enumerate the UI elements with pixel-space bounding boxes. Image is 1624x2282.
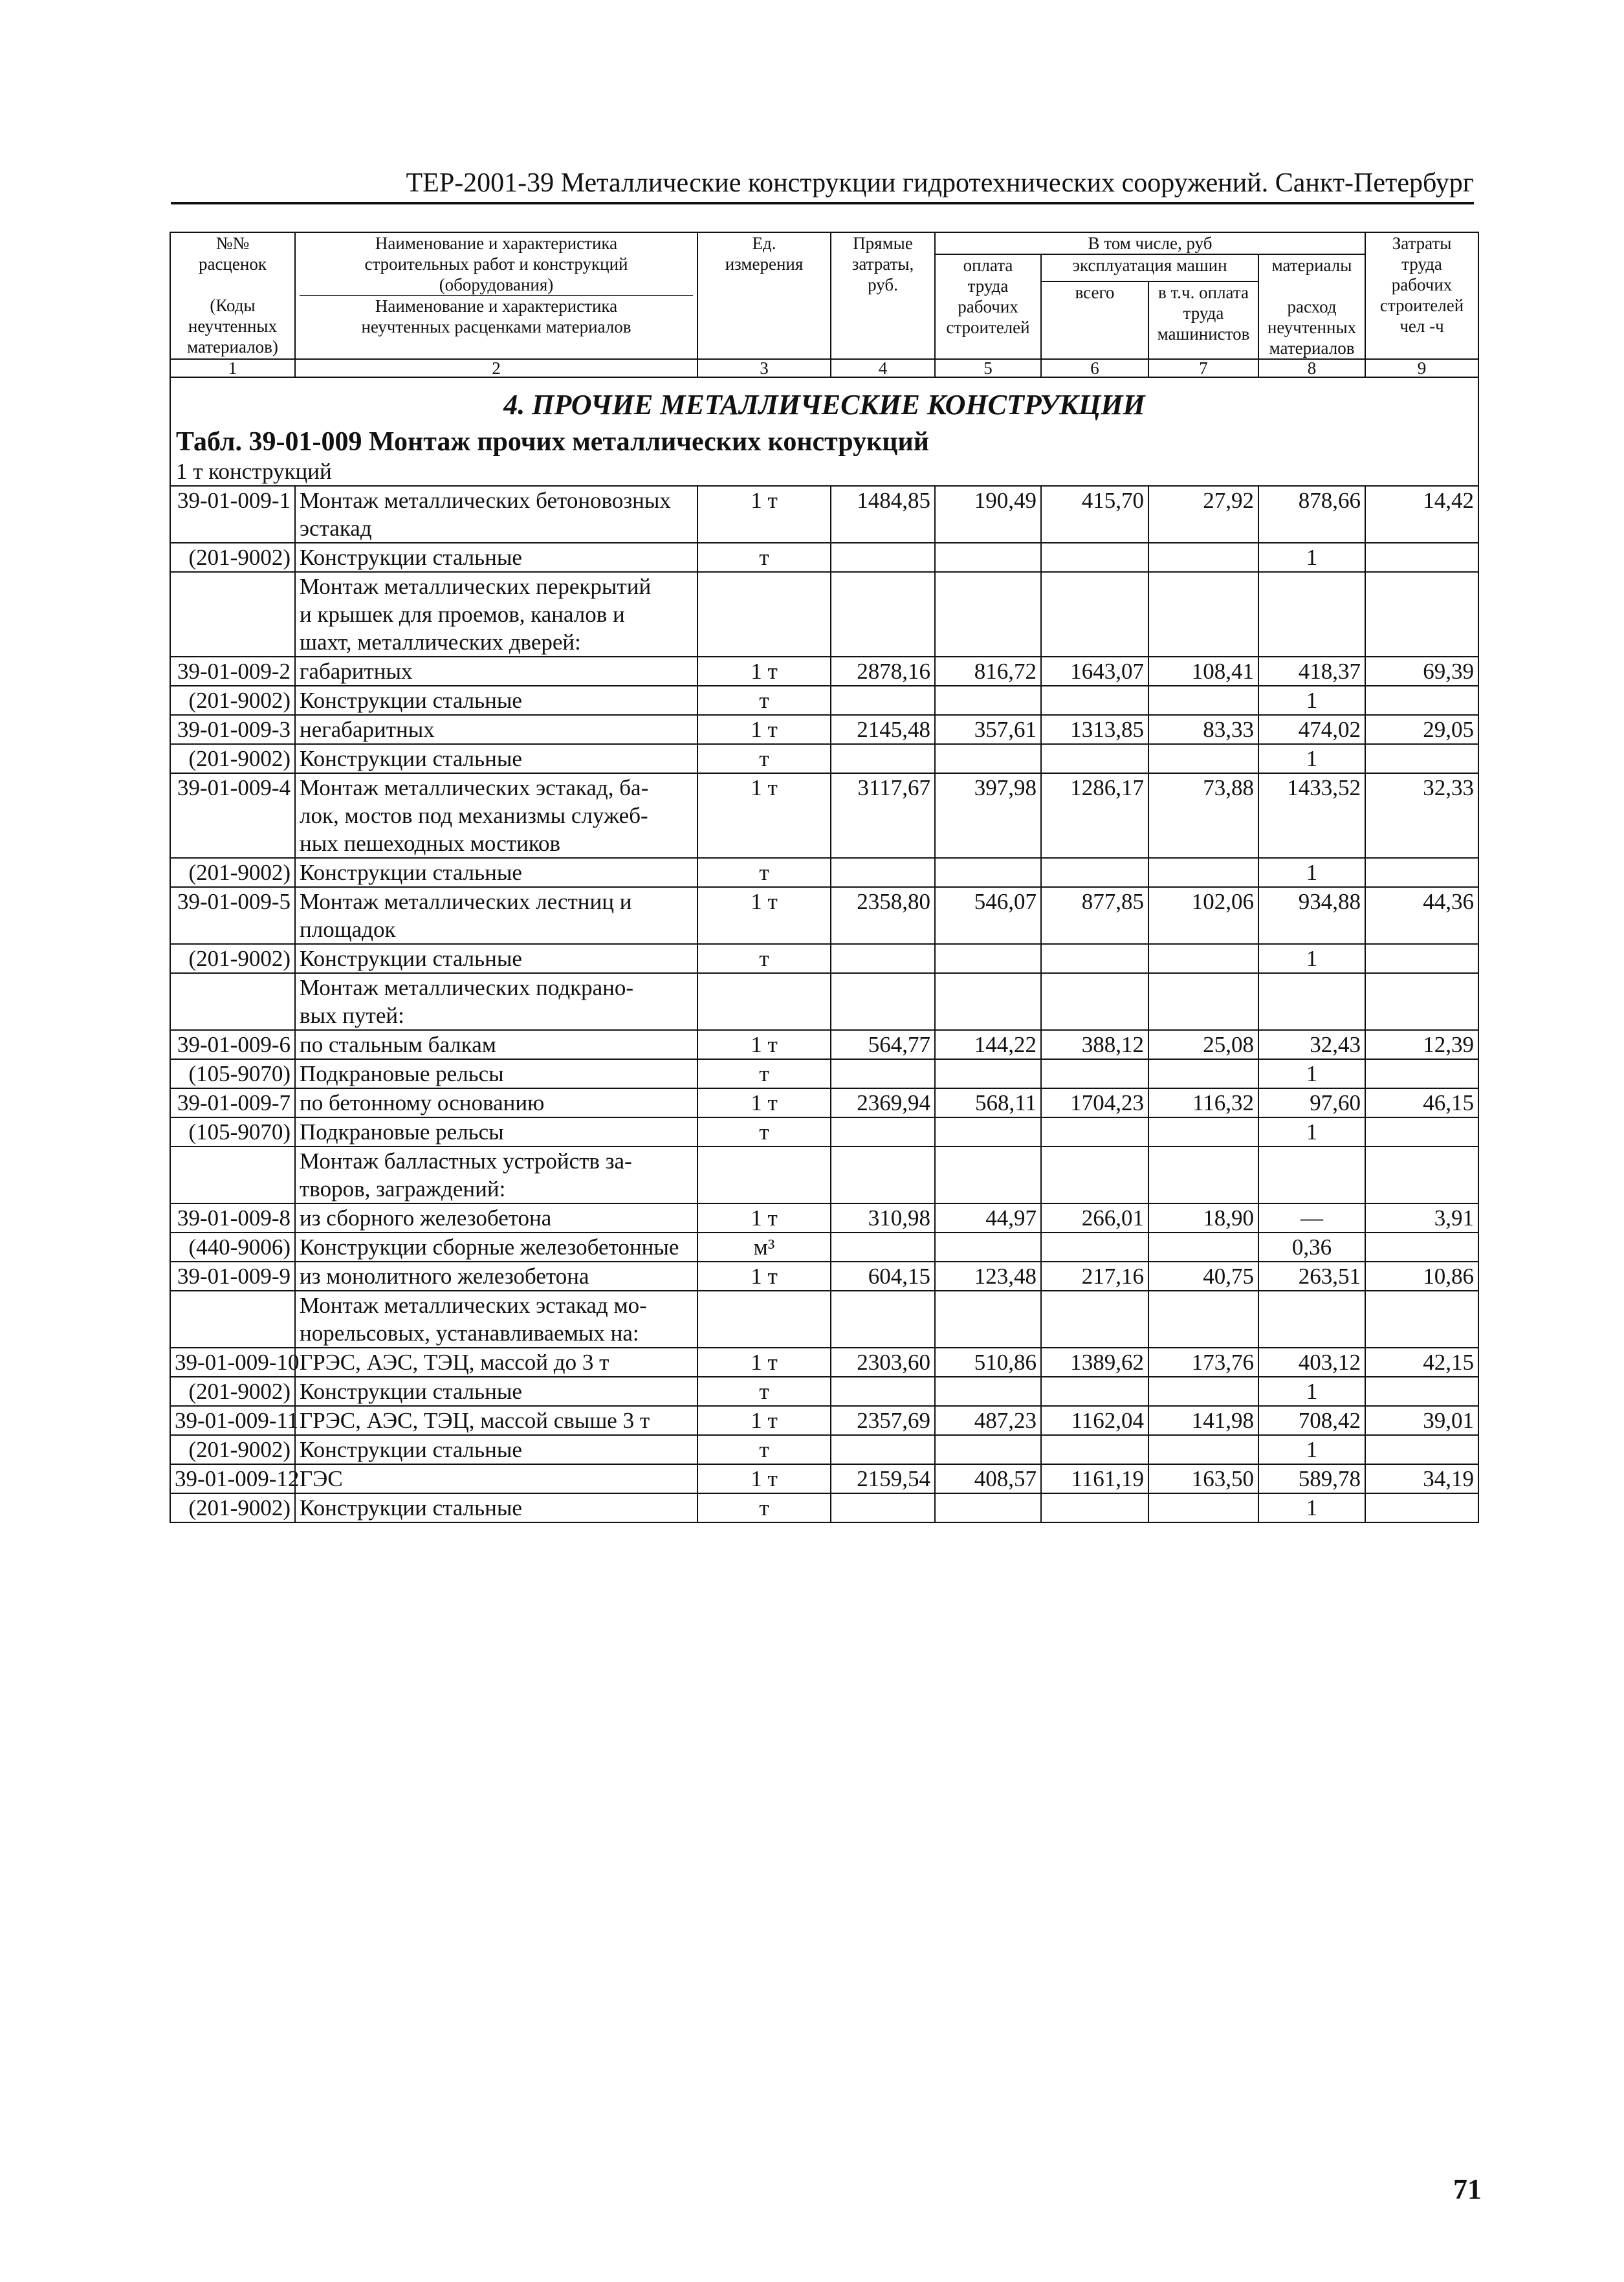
machines-total: 266,01 [1041, 1203, 1148, 1233]
material-row [170, 1435, 1478, 1464]
machines-total: 1704,23 [1041, 1088, 1148, 1117]
table-row [170, 773, 1478, 858]
machinists-pay: 18,90 [1148, 1203, 1258, 1233]
column-number: 9 [1365, 359, 1478, 377]
material-unit: т [697, 744, 831, 773]
machinists-pay: 25,08 [1148, 1030, 1258, 1059]
table-row [170, 887, 1478, 944]
labor-hours: 69,39 [1365, 657, 1478, 686]
material-name: Конструкции стальные [295, 744, 697, 773]
rate-code: 39-01-009-3 [170, 715, 295, 744]
unit-cell: 1 т [697, 887, 831, 944]
column-number: 2 [295, 359, 697, 377]
labor-hours: 44,36 [1365, 887, 1478, 944]
direct-cost: 2357,69 [831, 1406, 935, 1435]
header-unit: Ед. измерения [697, 232, 831, 359]
work-name: по стальным балкам [295, 1030, 697, 1059]
material-unit: т [697, 944, 831, 973]
table-title: Табл. 39-01-009 Монтаж прочих металлических конструкций [176, 427, 929, 457]
table-row [170, 715, 1478, 744]
material-qty: 1 [1258, 944, 1365, 973]
unit-cell: 1 т [697, 657, 831, 686]
material-qty: 1 [1258, 1493, 1365, 1522]
material-code: (201-9002) [170, 1435, 295, 1464]
header-code: №№ расценок (Коды неучтенных материалов) [170, 232, 295, 359]
direct-cost: 2145,48 [831, 715, 935, 744]
column-number: 1 [170, 359, 295, 377]
header-machinists-pay: в т.ч. оплата труда машинистов [1148, 281, 1258, 359]
material-qty: 1 [1258, 686, 1365, 715]
labor-hours: 14,42 [1365, 486, 1478, 543]
material-row [170, 1117, 1478, 1146]
header-labor-pay: оплата труда рабочих строителей [935, 254, 1041, 359]
rate-code: 39-01-009-11 [170, 1406, 295, 1435]
column-number: 6 [1041, 359, 1148, 377]
work-name: ГЭС [295, 1464, 697, 1493]
labor-pay: 190,49 [935, 486, 1041, 543]
section-heading-row [170, 377, 1478, 486]
machines-total: 1286,17 [1041, 773, 1148, 858]
machinists-pay: 108,41 [1148, 657, 1258, 686]
material-name: Подкрановые рельсы [295, 1059, 697, 1088]
table-row [170, 1203, 1478, 1233]
material-code: (105-9070) [170, 1059, 295, 1088]
table-row [170, 657, 1478, 686]
labor-hours: 3,91 [1365, 1203, 1478, 1233]
material-row [170, 744, 1478, 773]
material-unit: т [697, 858, 831, 887]
unit-cell: 1 т [697, 486, 831, 543]
machinists-pay: 27,92 [1148, 486, 1258, 543]
rate-code: 39-01-009-12 [170, 1464, 295, 1493]
unit-cell: 1 т [697, 1262, 831, 1291]
rate-code: 39-01-009-4 [170, 773, 295, 858]
table-row [170, 1262, 1478, 1291]
table-row [170, 1464, 1478, 1493]
header-machines-total: всего [1041, 281, 1148, 359]
material-name: Конструкции стальные [295, 1493, 697, 1522]
group-heading-row [170, 1291, 1478, 1348]
material-name: Конструкции стальные [295, 1435, 697, 1464]
rate-code: 39-01-009-8 [170, 1203, 295, 1233]
material-name: Конструкции стальные [295, 944, 697, 973]
labor-pay: 397,98 [935, 773, 1041, 858]
labor-pay: 144,22 [935, 1030, 1041, 1059]
direct-cost: 3117,67 [831, 773, 935, 858]
material-qty: 1 [1258, 1059, 1365, 1088]
unit-cell: 1 т [697, 1030, 831, 1059]
material-unit: т [697, 543, 831, 572]
labor-pay: 487,23 [935, 1406, 1041, 1435]
labor-pay: 44,97 [935, 1203, 1041, 1233]
machinists-pay: 73,88 [1148, 773, 1258, 858]
rate-code: 39-01-009-5 [170, 887, 295, 944]
machinists-pay: 116,32 [1148, 1088, 1258, 1117]
machines-total: 1389,62 [1041, 1348, 1148, 1377]
running-header: ТЕР-2001-39 Металлические конструкции гидротехнических сооружений. Санкт-Петербург [406, 168, 1474, 198]
machinists-pay: 173,76 [1148, 1348, 1258, 1377]
materials-cost: — [1258, 1203, 1365, 1233]
column-number: 3 [697, 359, 831, 377]
group-heading: Монтаж металлических эстакад мо- норельсовых, устанавливаемых на: [295, 1291, 697, 1348]
material-row [170, 1493, 1478, 1522]
material-unit: т [697, 1377, 831, 1406]
column-number: 8 [1258, 359, 1365, 377]
labor-hours: 34,19 [1365, 1464, 1478, 1493]
column-number: 7 [1148, 359, 1258, 377]
direct-cost: 2159,54 [831, 1464, 935, 1493]
materials-cost: 1433,52 [1258, 773, 1365, 858]
material-qty: 1 [1258, 1435, 1365, 1464]
material-row [170, 1059, 1478, 1088]
machines-total: 1313,85 [1041, 715, 1148, 744]
material-code: (201-9002) [170, 858, 295, 887]
unit-cell: 1 т [697, 1464, 831, 1493]
material-name: Конструкции стальные [295, 858, 697, 887]
group-heading: Монтаж металлических подкрано- вых путей: [295, 973, 697, 1030]
direct-cost: 2303,60 [831, 1348, 935, 1377]
material-code: (201-9002) [170, 1493, 295, 1522]
material-unit: т [697, 1435, 831, 1464]
work-name: Монтаж металлических бетоновозных эстакад [295, 486, 697, 543]
materials-cost: 263,51 [1258, 1262, 1365, 1291]
material-unit: т [697, 1059, 831, 1088]
group-heading-row [170, 973, 1478, 1030]
unit-note: 1 т конструкций [176, 459, 332, 484]
machinists-pay: 141,98 [1148, 1406, 1258, 1435]
direct-cost: 1484,85 [831, 486, 935, 543]
header-materials: материалы расход неучтенных материалов [1258, 254, 1365, 359]
header-labor-hours: Затраты труда рабочих строителей чел -ч [1365, 232, 1478, 359]
labor-pay: 510,86 [935, 1348, 1041, 1377]
labor-hours: 32,33 [1365, 773, 1478, 858]
rate-code: 39-01-009-1 [170, 486, 295, 543]
work-name: Монтаж металлических эстакад, ба- лок, мостов под механизмы служеб- ных пешеходных мостиков [295, 773, 697, 858]
group-heading: Монтаж балластных устройств за- творов, заграждений: [295, 1146, 697, 1203]
table-row [170, 1406, 1478, 1435]
labor-hours: 46,15 [1365, 1088, 1478, 1117]
header-name: Наименование и характеристика строительных работ и конструкций (оборудования) Наименование и характеристика неучтенных расценками материалов [295, 232, 697, 359]
machines-total: 1161,19 [1041, 1464, 1148, 1493]
unit-cell: 1 т [697, 715, 831, 744]
materials-cost: 97,60 [1258, 1088, 1365, 1117]
direct-cost: 604,15 [831, 1262, 935, 1291]
machines-total: 415,70 [1041, 486, 1148, 543]
materials-cost: 418,37 [1258, 657, 1365, 686]
material-row [170, 1377, 1478, 1406]
machines-total: 1162,04 [1041, 1406, 1148, 1435]
labor-hours: 42,15 [1365, 1348, 1478, 1377]
machines-total: 388,12 [1041, 1030, 1148, 1059]
materials-cost: 589,78 [1258, 1464, 1365, 1493]
machines-total: 877,85 [1041, 887, 1148, 944]
direct-cost: 2369,94 [831, 1088, 935, 1117]
materials-cost: 934,88 [1258, 887, 1365, 944]
material-unit: т [697, 1117, 831, 1146]
material-row [170, 858, 1478, 887]
work-name: габаритных [295, 657, 697, 686]
materials-cost: 878,66 [1258, 486, 1365, 543]
labor-hours: 10,86 [1365, 1262, 1478, 1291]
material-qty: 1 [1258, 1117, 1365, 1146]
table-row [170, 1348, 1478, 1377]
material-code: (105-9070) [170, 1117, 295, 1146]
unit-cell: 1 т [697, 1203, 831, 1233]
header-machines: эксплуатация машин [1041, 254, 1258, 281]
materials-cost: 708,42 [1258, 1406, 1365, 1435]
page-number: 71 [1453, 2173, 1482, 2205]
material-qty: 1 [1258, 858, 1365, 887]
work-name: ГРЭС, АЭС, ТЭЦ, массой свыше 3 т [295, 1406, 697, 1435]
labor-hours: 12,39 [1365, 1030, 1478, 1059]
unit-cell: 1 т [697, 1406, 831, 1435]
material-qty: 1 [1258, 543, 1365, 572]
unit-cell: 1 т [697, 1348, 831, 1377]
labor-pay: 546,07 [935, 887, 1041, 944]
material-unit: т [697, 686, 831, 715]
labor-pay: 408,57 [935, 1464, 1041, 1493]
table-row [170, 486, 1478, 543]
material-qty: 0,36 [1258, 1233, 1365, 1262]
direct-cost: 564,77 [831, 1030, 935, 1059]
material-code: (201-9002) [170, 944, 295, 973]
material-row [170, 944, 1478, 973]
material-name: Конструкции стальные [295, 1377, 697, 1406]
table-row [170, 1088, 1478, 1117]
labor-pay: 816,72 [935, 657, 1041, 686]
materials-cost: 403,12 [1258, 1348, 1365, 1377]
section-title: 4. ПРОЧИЕ МЕТАЛЛИЧЕСКИЕ КОНСТРУКЦИИ [503, 389, 1145, 421]
material-code: (201-9002) [170, 686, 295, 715]
material-row [170, 686, 1478, 715]
material-qty: 1 [1258, 744, 1365, 773]
column-numbers-row [170, 359, 1478, 377]
table-row [170, 1030, 1478, 1059]
material-code: (201-9002) [170, 744, 295, 773]
column-number: 4 [831, 359, 935, 377]
material-name: Конструкции сборные железобетонные [295, 1233, 697, 1262]
work-name: негабаритных [295, 715, 697, 744]
group-heading-row [170, 1146, 1478, 1203]
material-code: (201-9002) [170, 543, 295, 572]
machines-total: 1643,07 [1041, 657, 1148, 686]
direct-cost: 2878,16 [831, 657, 935, 686]
materials-cost: 474,02 [1258, 715, 1365, 744]
rate-code: 39-01-009-10 [170, 1348, 295, 1377]
work-name: из сборного железобетона [295, 1203, 697, 1233]
material-unit: т [697, 1493, 831, 1522]
material-unit: м³ [697, 1233, 831, 1262]
work-name: по бетонному основанию [295, 1088, 697, 1117]
header-direct-cost: Прямые затраты, руб. [831, 232, 935, 359]
unit-cell: 1 т [697, 773, 831, 858]
labor-hours: 39,01 [1365, 1406, 1478, 1435]
material-qty: 1 [1258, 1377, 1365, 1406]
material-row [170, 1233, 1478, 1262]
table-header [170, 232, 1478, 377]
material-row [170, 543, 1478, 572]
machinists-pay: 83,33 [1148, 715, 1258, 744]
direct-cost: 310,98 [831, 1203, 935, 1233]
machinists-pay: 102,06 [1148, 887, 1258, 944]
material-code: (201-9002) [170, 1377, 295, 1406]
work-name: ГРЭС, АЭС, ТЭЦ, массой до 3 т [295, 1348, 697, 1377]
labor-hours: 29,05 [1365, 715, 1478, 744]
header-group-including: В том числе, руб [935, 232, 1365, 254]
rate-code: 39-01-009-9 [170, 1262, 295, 1291]
work-name: Монтаж металлических лестниц и площадок [295, 887, 697, 944]
material-code: (440-9006) [170, 1233, 295, 1262]
material-name: Конструкции стальные [295, 543, 697, 572]
materials-cost: 32,43 [1258, 1030, 1365, 1059]
machinists-pay: 163,50 [1148, 1464, 1258, 1493]
labor-pay: 357,61 [935, 715, 1041, 744]
rates-table [170, 232, 1479, 1523]
header-rule [171, 202, 1474, 204]
machinists-pay: 40,75 [1148, 1262, 1258, 1291]
direct-cost: 2358,80 [831, 887, 935, 944]
unit-cell: 1 т [697, 1088, 831, 1117]
work-name: из монолитного железобетона [295, 1262, 697, 1291]
rate-code: 39-01-009-6 [170, 1030, 295, 1059]
group-heading-row [170, 572, 1478, 657]
labor-pay: 568,11 [935, 1088, 1041, 1117]
rate-code: 39-01-009-7 [170, 1088, 295, 1117]
labor-pay: 123,48 [935, 1262, 1041, 1291]
column-number: 5 [935, 359, 1041, 377]
material-name: Конструкции стальные [295, 686, 697, 715]
material-name: Подкрановые рельсы [295, 1117, 697, 1146]
rate-code: 39-01-009-2 [170, 657, 295, 686]
machines-total: 217,16 [1041, 1262, 1148, 1291]
group-heading: Монтаж металлических перекрытий и крышек для проемов, каналов и шахт, металлических дверей: [295, 572, 697, 657]
